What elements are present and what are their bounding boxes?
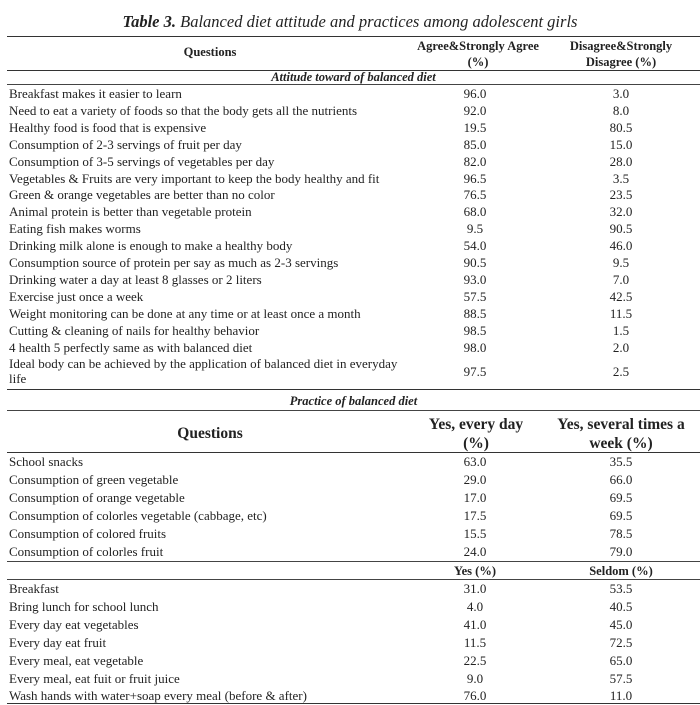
attitude-row-value-1: 88.5	[463, 305, 487, 321]
attitude-row-value-1: 96.0	[463, 86, 487, 101]
attitude-row-question: Exercise just once a week	[9, 288, 144, 304]
attitude-row-question: Weight monitoring can be done at any time or at least once a month	[9, 305, 361, 321]
practice-row-value-2: 66.0	[609, 471, 633, 487]
attitude-col1-header-line1: Agree&Strongly Agree	[417, 39, 539, 53]
practice-row-question: Consumption of colorles vegetable (cabbage, etc)	[9, 507, 267, 523]
practice-row2-question: Every day eat fruit	[9, 634, 107, 650]
practice-row2-question: Every day eat vegetables	[9, 616, 139, 632]
attitude-row-question: Drinking water a day at least 8 glasses or 2 liters	[9, 271, 262, 287]
practice-row2-value-2: 57.5	[609, 670, 633, 686]
practice-section-rule	[7, 410, 700, 411]
table-caption	[0, 12, 700, 32]
attitude-col1-header-line2: (%)	[467, 55, 489, 69]
practice-row2-value-2: 65.0	[609, 652, 633, 668]
attitude-row-value-1: 93.0	[463, 271, 487, 287]
attitude-col2-header-line2: Disagree (%)	[585, 55, 657, 69]
attitude-row-value-1: 82.0	[463, 153, 487, 169]
attitude-row-value-1: 54.0	[463, 238, 487, 254]
practice-subheader-rule-top	[7, 561, 700, 562]
attitude-row-question: Consumption of 3-5 servings of vegetables per day	[9, 153, 275, 169]
attitude-row-value-2: 1.5	[612, 322, 630, 338]
practice-row2-value-1: 76.0	[463, 688, 487, 704]
attitude-row-value-1: 68.0	[463, 204, 487, 220]
practice-subheader-yes: Yes (%)	[453, 564, 496, 578]
practice-row-question: Consumption of orange vegetable	[9, 489, 185, 505]
attitude-row-value-2: 11.5	[609, 305, 633, 321]
practice-row2-value-2: 40.5	[609, 598, 633, 614]
practice-row2-value-1: 11.5	[463, 634, 487, 650]
attitude-row-value-2: 32.0	[609, 204, 633, 220]
attitude-row-question: Cutting & cleaning of nails for healthy behavior	[9, 322, 260, 338]
attitude-row-question: Breakfast makes it easier to learn	[9, 86, 182, 101]
practice-row2-question: Every meal, eat vegetable	[9, 652, 144, 668]
practice-section-title: Practice of balanced diet	[289, 394, 418, 408]
practice-questions-header: Questions	[177, 425, 243, 442]
attitude-row-value-1: 19.5	[463, 119, 487, 135]
practice-row2-value-2: 53.5	[609, 581, 633, 596]
attitude-col2-header	[552, 38, 690, 70]
practice-col1-header-line1: Yes, every day	[428, 416, 524, 433]
practice-row-value-1: 29.0	[463, 471, 487, 487]
practice-row2-question: Bring lunch for school lunch	[9, 598, 159, 614]
attitude-row-value-2: 7.0	[612, 271, 630, 287]
attitude-row-value-2: 80.5	[609, 119, 633, 135]
practice-row-value-2: 69.5	[609, 489, 633, 505]
table-label: Table 3.	[122, 12, 177, 31]
practice-row-value-1: 24.0	[463, 543, 487, 559]
practice-top-rule	[7, 389, 700, 390]
practice-subheader-seldom: Seldom (%)	[589, 564, 653, 578]
practice-row-question: School snacks	[9, 454, 84, 469]
attitude-row-question: Healthy food is food that is expensive	[9, 119, 207, 135]
attitude-row-value-1: 57.5	[463, 288, 487, 304]
attitude-row-value-1: 76.5	[463, 187, 487, 203]
attitude-last-row-line1: Ideal body can be achieved by the application of balanced diet in everyday	[9, 356, 398, 371]
table-title: Balanced diet attitude and practices among adolescent girls	[180, 12, 578, 31]
bottom-rule	[7, 703, 700, 704]
practice-row2-value-1: 31.0	[463, 581, 487, 596]
attitude-row-value-1: 96.5	[463, 170, 487, 186]
attitude-last-row-line2: life	[9, 371, 27, 386]
practice-row-value-1: 15.5	[463, 525, 487, 541]
practice-row2-value-1: 22.5	[463, 652, 487, 668]
practice-subheader-rule-bottom	[7, 579, 700, 580]
practice-col2-header-line1: Yes, several times a	[557, 416, 685, 433]
attitude-row-question: Vegetables & Fruits are very important to keep the body healthy and fit	[9, 170, 380, 186]
practice-row2-value-1: 9.0	[466, 670, 484, 686]
attitude-row-value-2: 90.5	[609, 221, 633, 237]
attitude-questions-header: Questions	[183, 45, 237, 59]
practice-row-value-1: 17.0	[463, 489, 487, 505]
attitude-row-question: Need to eat a variety of foods so that the body gets all the nutrients	[9, 102, 358, 118]
practice-row2-value-2: 72.5	[609, 634, 633, 650]
practice-row2-question: Breakfast	[9, 581, 59, 596]
attitude-row-value-1: 98.5	[463, 322, 487, 338]
attitude-row-value-1: 90.5	[463, 255, 487, 270]
practice-header-rule	[7, 452, 700, 453]
attitude-row-value-2: 8.0	[612, 102, 630, 118]
practice-col1-header-line2: (%)	[463, 435, 489, 452]
attitude-row-value-2: 15.0	[609, 136, 633, 152]
attitude-last-row-agree: 97.5	[463, 364, 487, 379]
top-rule	[7, 36, 700, 37]
attitude-row-value-2: 46.0	[609, 238, 633, 254]
attitude-row-value-2: 23.5	[609, 187, 633, 203]
practice-row-value-2: 69.5	[609, 507, 633, 523]
practice-row2-value-1: 4.0	[466, 598, 484, 614]
attitude-row-question: Green & orange vegetables are better than no color	[9, 187, 275, 203]
practice-col2-header	[548, 415, 694, 453]
practice-row-value-2: 78.5	[609, 525, 633, 541]
attitude-row-question: Consumption of 2-3 servings of fruit per day	[9, 136, 242, 152]
attitude-row-question: Drinking milk alone is enough to make a healthy body	[9, 238, 293, 254]
attitude-row-value-1: 98.0	[463, 339, 487, 355]
attitude-row-question: Animal protein is better than vegetable protein	[9, 204, 252, 220]
practice-col2-header-line2: week (%)	[589, 435, 653, 452]
attitude-row-value-2: 3.5	[612, 170, 630, 186]
attitude-row-value-2: 42.5	[609, 288, 633, 304]
practice-row-question: Consumption of green vegetable	[9, 471, 179, 487]
practice-col1-header	[414, 415, 538, 453]
practice-row-value-1: 17.5	[463, 507, 487, 523]
practice-row2-value-1: 41.0	[463, 616, 487, 632]
attitude-section-title: Attitude toward of balanced diet	[271, 70, 436, 84]
practice-row2-question: Wash hands with water+soap every meal (before & after)	[9, 688, 307, 704]
attitude-row-value-2: 3.0	[612, 86, 630, 101]
practice-row-value-2: 79.0	[609, 543, 633, 559]
practice-row-value-1: 63.0	[463, 454, 487, 469]
attitude-row-question: 4 health 5 perfectly same as with balanced diet	[9, 339, 253, 355]
attitude-row-question: Eating fish makes worms	[9, 221, 141, 237]
attitude-row-value-1: 85.0	[463, 136, 487, 152]
attitude-last-row-question	[9, 356, 397, 386]
practice-row2-question: Every meal, eat fuit or fruit juice	[9, 670, 180, 686]
attitude-row-value-2: 2.0	[612, 339, 630, 355]
attitude-row-value-2: 28.0	[609, 153, 633, 169]
practice-row-question: Consumption of colored fruits	[9, 525, 167, 541]
attitude-last-row-disagree: 2.5	[612, 364, 630, 379]
attitude-row-value-1: 92.0	[463, 102, 487, 118]
practice-row2-value-2: 45.0	[609, 616, 633, 632]
attitude-row-value-1: 9.5	[466, 221, 484, 237]
practice-row-question: Consumption of colorles fruit	[9, 543, 164, 559]
attitude-section-rule	[7, 84, 700, 85]
practice-row2-value-2: 11.0	[609, 688, 633, 704]
attitude-row-value-2: 9.5	[612, 255, 630, 270]
attitude-col2-header-line1: Disagree&Strongly	[569, 39, 673, 53]
attitude-row-question: Consumption source of protein per say as much as 2-3 servings	[9, 255, 339, 270]
attitude-col1-header	[408, 38, 548, 70]
practice-row-value-2: 35.5	[609, 454, 633, 469]
